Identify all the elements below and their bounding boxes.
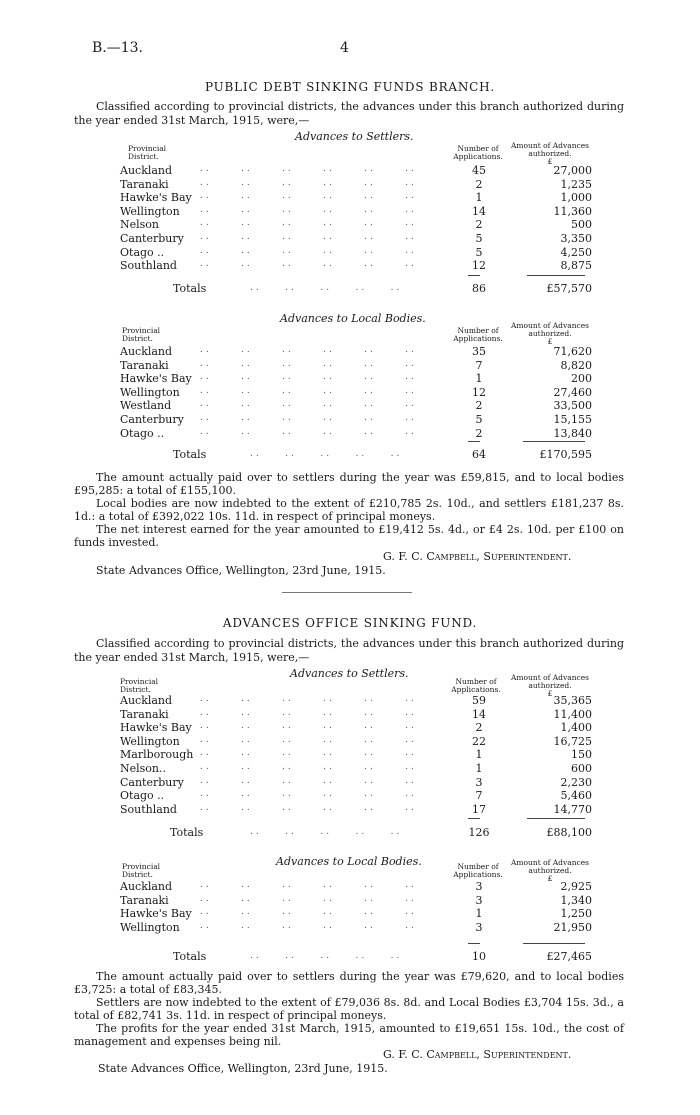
applications-cell: 2 [475,426,483,440]
col-amount-label: Amount of Advances authorized. [510,141,590,158]
table-row [0,191,700,204]
col-amount-unit: £ [547,337,553,346]
section2-local-total-amount: £27,465 [546,950,592,963]
table-row [0,721,700,734]
leader-dots: .. .. .. .. .. .. [200,694,417,704]
leader-dots: .. .. .. .. .. .. [200,762,417,772]
district-cell: Wellington [120,734,180,748]
district-cell: Hawke's Bay [120,372,192,386]
applications-cell: 2 [475,399,483,413]
applications-cell: 17 [472,802,486,816]
leader-dots: .. .. .. .. .. .. [200,775,417,786]
leader-dots: .. .. .. .. .. .. [200,259,417,270]
district-cell: Southland [120,802,177,816]
amount-cell: 33,500 [553,399,592,413]
section2-settlers-total-label: Totals [170,826,204,839]
table-row [0,399,700,412]
table-row [0,762,700,775]
amount-cell: 600 [571,762,592,775]
table-row [0,735,700,748]
col-district-header: Provincial District. [122,326,161,343]
amount-cell: 1,000 [560,191,592,205]
leader-dots: .. .. .. .. .. .. [200,372,417,383]
table-row [0,907,700,920]
applications-cell: 5 [475,232,483,245]
table-row [0,803,700,816]
table-row [0,921,700,934]
section1-settlers-total-number: 86 [472,282,486,295]
leader-dots: .. .. .. .. .. .. [200,399,417,410]
district-cell: Hawke's Bay [120,907,192,921]
leader-dots: .. .. .. .. .. .. [200,191,417,202]
table-row [0,259,700,272]
applications-cell: 7 [475,358,483,372]
amount-cell: 71,620 [553,345,592,358]
section1-local-total-label: Totals [173,448,207,461]
applications-cell: 12 [472,259,486,273]
district-cell: Nelson.. [120,762,166,775]
district-cell: Auckland [120,164,173,177]
district-cell: Hawke's Bay [120,191,192,205]
amount-cell: 5,460 [560,789,592,803]
leader-dots: .. .. .. .. .. .. [200,789,417,800]
section1-intro: Classified according to provincial districts, the advances under this branch authorized during the year ended 31st March, 1915, were,— [74,100,624,127]
leader-dots: .. .. .. .. .. [250,827,403,837]
section2-para-payments: The amount actually paid over to settlers during the year was £79,620, and to local bodies £3,725: a total of £83,345. [74,970,624,996]
applications-cell: 35 [472,345,486,358]
district-cell: Auckland [120,880,173,893]
column-rule [468,818,480,819]
table-row [0,218,700,231]
leader-dots: .. .. .. .. .. .. [200,734,417,745]
leader-dots: .. .. .. .. .. .. [200,218,417,229]
section1-para-payments: The amount actually paid over to settlers during the year was £59,815, and to local bodies £95,285: a total of £155,100. [74,471,624,497]
column-rule [468,441,480,442]
applications-cell: 3 [475,775,483,789]
col-amount-unit: £ [547,874,553,883]
amount-cell: 500 [571,218,592,232]
table-row [0,789,700,802]
section2-settlers-total-number: 126 [468,826,490,839]
applications-cell: 45 [472,164,486,177]
leader-dots: .. .. .. .. .. .. [200,358,417,369]
column-rule [468,275,480,276]
section1-local-total-amount: £170,595 [539,448,592,461]
amount-cell: 200 [571,372,592,386]
col-amount-unit: £ [547,157,553,166]
section1-local-total-number: 64 [472,448,486,461]
col-amount-label: Amount of Advances authorized. [510,673,590,690]
column-rule [523,441,585,442]
applications-cell: 7 [475,789,483,803]
col-amount-unit: £ [547,689,553,698]
applications-cell: 1 [475,372,483,386]
section2-settlers-total-amount: £88,100 [546,826,592,839]
signature-text: G. F. C. Campbell, Superintendent. [383,550,572,563]
district-cell: Taranaki [120,707,169,721]
col-amount-label: Amount of Advances authorized. [510,321,590,338]
section1-title: PUBLIC DEBT SINKING FUNDS BRANCH. [204,80,496,94]
table-row [0,894,700,907]
amount-cell: 150 [571,748,592,762]
leader-dots: .. .. .. .. .. .. [200,164,417,174]
leader-dots: .. .. .. .. .. [250,951,403,961]
section2-para-indebtedness: Settlers are now indebted to the extent of £79,036 8s. 8d. and Local Bodies £3,704 15s. 3d., a total of £82,741 3s. 11d. in respect of principal moneys. [74,996,624,1022]
col-district-header: Provincial District. [122,862,161,879]
section1-settlers-total-label: Totals [173,282,207,295]
amount-cell: 35,365 [553,694,592,707]
amount-cell: 1,400 [560,721,592,735]
table-row [0,748,700,761]
applications-cell: 1 [475,762,483,775]
table-row [0,413,700,426]
applications-cell: 1 [475,748,483,762]
section-divider [282,592,412,593]
applications-cell: 59 [472,694,486,707]
district-cell: Taranaki [120,358,169,372]
district-cell: Taranaki [120,177,169,191]
table-row [0,708,700,721]
applications-cell: 22 [472,734,486,748]
table-row [0,246,700,259]
column-rule [527,275,585,276]
district-cell: Southland [120,259,177,273]
section2-local-total-label: Totals [173,950,207,963]
column-rule [527,818,585,819]
district-cell: Wellington [120,920,180,934]
amount-cell: 16,725 [553,734,592,748]
leader-dots: .. .. .. .. .. .. [200,426,417,437]
amount-cell: 11,400 [553,707,592,721]
section2-settlers-subtitle: Advances to Settlers. [290,667,409,680]
applications-cell: 1 [475,191,483,205]
district-cell: Westland [120,399,172,413]
applications-cell: 2 [475,177,483,191]
applications-cell: 2 [475,218,483,232]
applications-cell: 1 [475,907,483,921]
leader-dots: .. .. .. .. .. .. [200,893,417,904]
section2-signature [383,1048,571,1061]
district-cell: Otago .. [120,245,165,259]
leader-dots: .. .. .. .. .. .. [200,802,417,813]
amount-cell: 21,950 [553,920,592,934]
amount-cell: 4,250 [560,245,592,259]
amount-cell: 11,360 [553,204,592,218]
district-cell: Otago .. [120,426,165,440]
applications-cell: 3 [475,920,483,934]
amount-cell: 1,340 [560,893,592,907]
district-cell: Taranaki [120,893,169,907]
district-cell: Wellington [120,385,180,399]
table-row [0,694,700,707]
leader-dots: .. .. .. .. .. .. [200,707,417,718]
leader-dots: .. .. .. .. .. .. [200,413,417,423]
leader-dots: .. .. .. .. .. .. [200,721,417,732]
signature-text: G. F. C. Campbell, Superintendent. [383,1048,572,1061]
column-rule [523,943,585,944]
col-district-header: Provincial District. [120,677,159,694]
col-amount-header [508,142,592,166]
amount-cell: 1,235 [560,177,592,191]
amount-cell: 8,820 [560,358,592,372]
leader-dots: .. .. .. .. .. .. [200,177,417,188]
applications-cell: 14 [472,707,486,721]
table-row [0,372,700,385]
district-cell: Hawke's Bay [120,721,192,735]
district-cell: Canterbury [120,232,184,245]
section1-settlers-subtitle: Advances to Settlers. [295,130,414,143]
leader-dots: .. .. .. .. .. .. [200,204,417,215]
amount-cell: 27,000 [553,164,592,177]
applications-cell: 3 [475,893,483,907]
district-cell: Marlborough [120,748,194,762]
section1-para-indebtedness: Local bodies are now indebted to the extent of £210,785 2s. 10d., and settlers £181,237 8s. 1d.: a total of £392,022 10s. 11d. in respect of principal moneys. [74,497,624,523]
applications-cell: 2 [475,721,483,735]
table-row [0,776,700,789]
amount-cell: 1,250 [560,907,592,921]
amount-cell: 27,460 [553,385,592,399]
section2-title: ADVANCES OFFICE SINKING FUND. [222,616,478,630]
applications-cell: 5 [475,413,483,426]
section2-local-subtitle: Advances to Local Bodies. [276,855,422,868]
leader-dots: .. .. .. .. .. .. [200,232,417,242]
leader-dots: .. .. .. .. .. [250,449,403,459]
leader-dots: .. .. .. .. .. .. [200,345,417,355]
section2-para-profits: The profits for the year ended 31st March, 1915, amounted to £19,651 15s. 10d., the cost of management and expenses being nil. [74,1022,624,1048]
col-number-header: Number of Applications. [453,862,503,879]
leader-dots: .. .. .. .. .. .. [200,385,417,396]
section1-para-interest: The net interest earned for the year amounted to £19,412 5s. 4d., or £4 2s. 10d. per £100 on funds invested. [74,523,624,549]
section1-office-date: State Advances Office, Wellington, 23rd June, 1915. [96,564,386,577]
table-row [0,205,700,218]
page-number: 4 [340,40,349,56]
district-cell: Nelson [120,218,160,232]
col-amount-header [508,322,592,346]
table-row [0,880,700,893]
col-district-header: Provincial District. [128,144,167,161]
amount-cell: 2,925 [560,880,592,893]
leader-dots: .. .. .. .. .. .. [200,245,417,256]
district-cell: Wellington [120,204,180,218]
col-amount-label: Amount of Advances authorized. [510,858,590,875]
table-row [0,164,700,177]
leader-dots: .. .. .. .. .. .. [200,748,417,759]
table-row [0,386,700,399]
table-row [0,178,700,191]
col-number-header: Number of Applications. [453,326,503,343]
applications-cell: 14 [472,204,486,218]
section2-intro: Classified according to provincial districts, the advances under this branch authorized during the year ended 31st March, 1915, were,— [74,637,624,664]
district-cell: Auckland [120,694,173,707]
amount-cell: 8,875 [560,259,592,273]
amount-cell: 3,350 [560,232,592,245]
leader-dots: .. .. .. .. .. .. [200,907,417,918]
amount-cell: 13,840 [553,426,592,440]
table-row [0,427,700,440]
col-number-header: Number of Applications. [453,144,503,161]
column-rule [468,943,480,944]
table-row [0,232,700,245]
district-cell: Auckland [120,345,173,358]
applications-cell: 12 [472,385,486,399]
leader-dots: .. .. .. .. .. [250,283,403,293]
section1-local-subtitle: Advances to Local Bodies. [280,312,426,325]
section1-signature [383,550,571,563]
leader-dots: .. .. .. .. .. .. [200,920,417,931]
table-row [0,345,700,358]
district-cell: Otago .. [120,789,165,803]
amount-cell: 14,770 [553,802,592,816]
applications-cell: 5 [475,245,483,259]
section2-local-total-number: 10 [472,950,486,963]
section2-office-date: State Advances Office, Wellington, 23rd June, 1915. [98,1062,388,1075]
district-cell: Canterbury [120,413,184,426]
leader-dots: .. .. .. .. .. .. [200,880,417,890]
amount-cell: 15,155 [553,413,592,426]
applications-cell: 3 [475,880,483,893]
table-row [0,359,700,372]
report-reference: B.—13. [92,40,144,56]
section1-settlers-total-amount: £57,570 [546,282,592,295]
district-cell: Canterbury [120,775,184,789]
amount-cell: 2,230 [560,775,592,789]
col-number-header: Number of Applications. [451,677,501,694]
